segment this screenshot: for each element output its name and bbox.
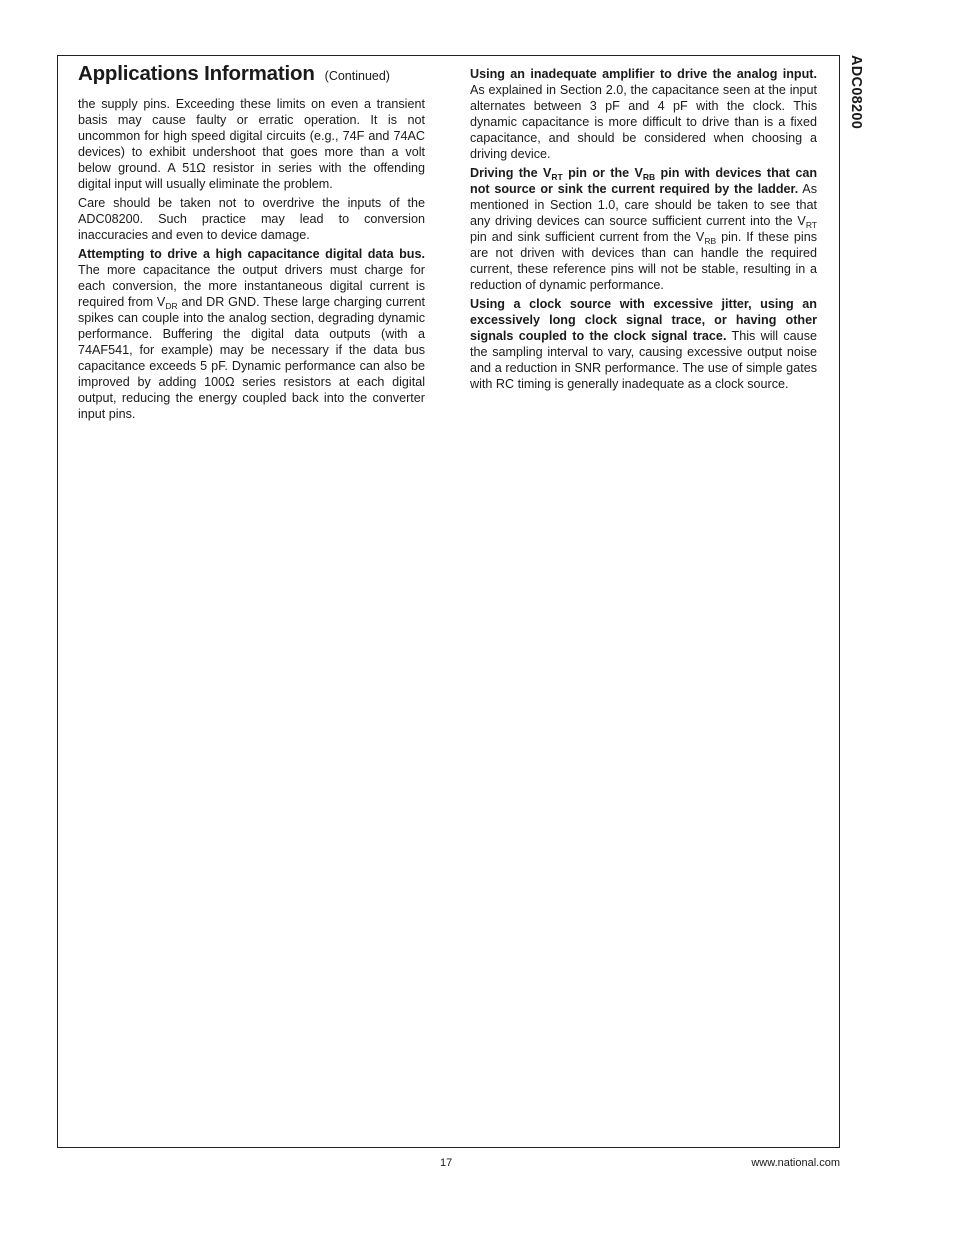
lead-in-capacitive-bus: Attempting to drive a high capacitance digital data bus. — [78, 247, 425, 261]
content-frame — [57, 55, 840, 1148]
side-part-number-tab: ADC08200 — [848, 55, 864, 130]
paragraph-reference-pins: Driving the $V_{RT}$ pin or the $V_{RB}$ pin with devices that can not source or sink the current required by the ladder. As mentioned in Section 1.0, care should be taken to see that any driving devices can source sufficient current into the $V_{RT}$ pin and sink sufficient current from the $V_{RB}$ pin. If these pins are not driven with devices than can handle the required current, these reference pins will not be stable, resulting in a reduction of dynamic performance. — [470, 166, 818, 292]
paragraph-clock-jitter: Using a clock source with excessive jitter, using an excessively long clock signal trace, or having other signals coupled to the clock signal trace. This will cause the sampling interval to vary, causing excessive output noise and a reduction in SNR performance. The use of simple gates with RC timing is generally inadequate as a clock source. — [470, 297, 817, 391]
section-title: Applications Information — [78, 62, 315, 85]
continued-label: (Continued) — [324, 69, 390, 83]
lead-in-reference-pins: Driving the $V_{RT}$ pin or the $V_{RB}$ pin with devices that can not source or sink the current required by the ladder. — [470, 166, 818, 196]
lead-in-amplifier: Using an inadequate amplifier to drive the analog input. — [470, 67, 817, 81]
paragraph-capacitive-bus: Attempting to drive a high capacitance digital data bus. The more capacitance the output drivers must charge for each conversion, the more instantaneous digital current is required from $V_{DR}$ and DR GND. These large charging current spikes can couple into the analog section, degrading dynamic performance. Buffering the digital data outputs (with a 74AF541, for example) may be necessary if the data bus capacitance exceeds 5 pF. Dynamic performance can also be improved by adding 100Ω series resistors at each digital output, reducing the energy coupled back into the converter input pins. — [78, 247, 425, 421]
lead-in-clock-jitter: Using a clock source with excessive jitter, using an excessively long clock signal trace, or having other signals coupled to the clock signal trace. — [470, 297, 817, 343]
left-column — [78, 62, 425, 425]
paragraph-amplifier: Using an inadequate amplifier to drive the analog input. As explained in Section 2.0, the capacitance seen at the input alternates between 3 pF and 4 pF with the clock. This dynamic capacitance is more difficult to drive than is a fixed capacitance, and should be considered when choosing a driving device. — [470, 67, 817, 161]
section-heading — [78, 62, 425, 92]
paragraph-supply-pins: the supply pins. Exceeding these limits on even a transient basis may cause faulty or erratic operation. It is not uncommon for high speed digital circuits (e.g., 74F and 74AC devices) to exhibit undershoot that goes more than a volt below ground. A 51Ω resistor in series with the offending digital input will usually eliminate the problem. — [78, 97, 425, 191]
paragraph-overdrive: Care should be taken not to overdrive the inputs of the ADC08200. Such practice may lead to conversion inaccuracies and even to device damage. — [78, 196, 425, 242]
page-number: 17 — [440, 1157, 453, 1169]
website-link[interactable]: www.national.com — [751, 1157, 840, 1169]
right-column — [470, 66, 817, 395]
